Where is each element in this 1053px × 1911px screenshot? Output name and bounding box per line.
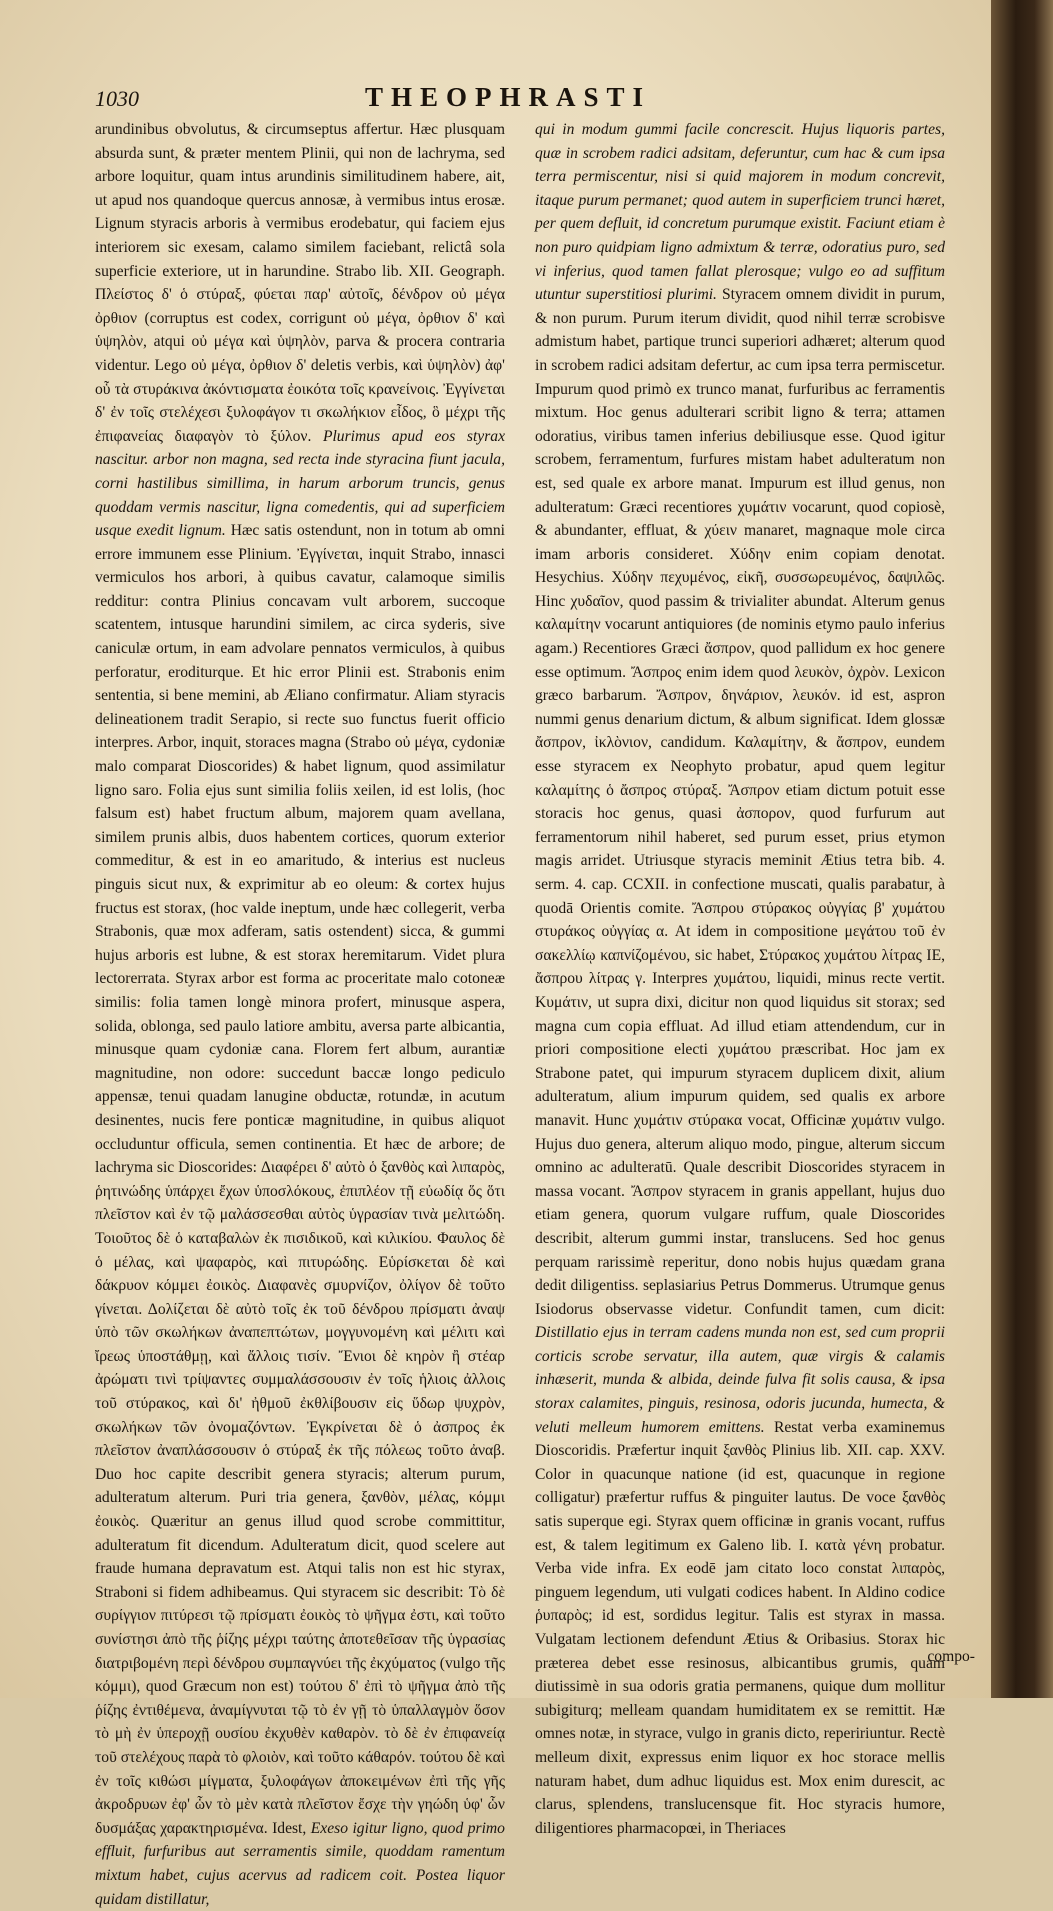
book-gutter (991, 0, 1053, 1698)
page-header (95, 80, 975, 116)
paragraph (95, 118, 505, 1911)
italic-quote: Exeso igitur ligno, quod primo effluit, furfuribus aut serramentis simile, quoddam ramentum mixtum habet, cujus acervus ad radicem coit. Postea liquor quidam distillatur, (95, 1819, 505, 1908)
text-run: Hæc satis ostendunt, non in totum ab omni errore immunem esse Plinium. Ἐγγίνεται, inquit Strabo, innasci vermiculos hos arbori, à quibus cavatur, calamoque similis redditur: contra Plinius concavam vult arborem, succoque scatentem, intusque harundini similem, ac circa syderis, sive caniculæ ortum, in eam advolare pennatos vermiculos, à quibus perforatur, eroditurque. Et hic error Plinii est. Strabonis enim sententia, si bene memini, ab Æliano confirmatur. Aliam styracis delineationem tradit Serapio, si recte suo functus fuerit officio interpres. Arbor, inquit, storaces magna (Strabo οὐ μέγα, cydoniæ malo comparat Dioscorides) & habet lignum, quod assimilatur ligno saro. Folia ejus sunt similia foliis xeilen, id est lolis, (hoc falsum est) habet fructum album, majorem quam avellana, similem prunis albis, duos habentem cortices, quorum exterior commeditur, & est in eo amaritudo, & interius est nucleus pinguis sicut nux, & exprimitur ab eo oleum: & cortex hujus fructus est storax, (hoc valde ineptum, unde hæc collegerit, verba Strabonis, quæ mox adferam, satis ostendent) sicca, & gummi hujus arboris est lubne, & est storax heremitarum. Videt plura lectorerrata. Styrax arbor est forma ac proceritate malo cotoneæ similis: folia tamen longè minora profert, minusque aspera, solida, oblonga, sed paulo latiore ambitu, aversa parte albicantia, minusque quam cydoniæ cana. Florem fert album, aurantiæ magnitudine, non odore: succedunt baccæ longo pediculo appensæ, tenui quadam lanugine obductæ, rotundæ, in acutum desinentes, nucis fere ponticæ magnitudine, in quibus aliquot occluduntur officula, semen continentia. Et hæc de arbore; de lachryma sic Dioscorides: Διαφέρει δ' αὐτὸ ὁ ξανθὸς καὶ λιπαρὸς, ῥητινώδης ὑπάρχει ἔχων ὑποσλόκους, ἐπιπλέον τῇ εὐωδίᾳ ὅς ὅτι πλεῖστον καὶ ἐν τῷ μαλάσσεσθαι αὐτὸς ὑγρασίαν τινὰ μελιτώδη. Τοιοῦτος δὲ ὁ καταβαλὼν ἐκ πισιδικοῦ, καὶ κιλικίου. Φαυλος δὲ ὁ μέλας, καὶ ψαφαρὸς, καὶ πιτυρώδης. Εὑρίσκεται δὲ καὶ δάκρυον κόμμει ἐοικὸς. Διαφανὲς σμυρνίζον, ὀλίγον δὲ τοῦτο γίνεται. Δολίζεται δὲ αὐτὸ τοῖς ἐκ τοῦ δένδρου πρίσματι ἀναψ ὑπὸ τῶν σκωλήκων ἀναπεπτώτων, μογγυνομένη καὶ μέλιτι καὶ ἴρεως ὑποστάθμῃ, καὶ ἄλλοις τισίν. Ἔνιοι δὲ κηρὸν ἢ στέαρ ἀρώματι τινὶ τρίψαντες συμμαλάσσουσιν ἐν τοῖς ἡλιοις ἀλλοις τοῦ στύρακος, καὶ δι' ἠθμοῦ ἐκθλίβουσιν εἰς ὕδωρ ψυχρὸν, σκωλήκων τῶν ὀνομαζόντων. Ἐγκρίνεται δὲ ὁ ἀσπρος ἐκ πλεῖστον ἀναπλάσσουσιν ὁ στύραξ ἐκ τῆς πόλεως τοῦτο ἀναβ. Duo hoc capite describit genera styracis; alterum purum, adulteratum alterum. Puri tria genera, ξανθὸν, μέλας, κόμμι ἐοικὸς. Quæritur an genus illud quod scrobe committitur, adulteratum fit dicendum. Adulteratum dicit, quod scelere aut fraude humana depravatum est. Atqui talis non est hic styrax, Straboni si fidem adhibeamus. Qui styracem sic describit: Τὸ δὲ συρίγγιον πιτύρεσι τῷ πρίσματι ἐοικὸς τὸ ψῆγμα ἐστι, καὶ τοῦτο συνίστησι ἀπὸ τῆς ῥίζης μέχρι ταύτης ἀποτεθεῖσαν τῆς ὑγρασίας διατριβομένη περὶ δένδρου συμπαγνύει τῆς ἐκχύματος (vulgo τῆς κόμμι), quod Græcum non est) τούτου δ' ἐπὶ τὸ ψῆγμα ἀπὸ τῆς ῥίζης ἐντιθέμενα, ἀναμίγνυται τῷ τὸ ἐν γῇ τὸ ὑπαλλαγμὸν ὅσον τὸ μὴ ἐν ὑπεροχῇ ουσίου ἐκχυθὲν καθαρὸν. τὸ δὲ ἐν ἐπιφανείᾳ τοῦ στελέχους παρὰ τὸ φλοιὸν, καὶ τοῦτο κάθαρόν. τούτου δὲ καὶ ἐν τοῖς κιθώσι μίγματα, ξυλοφάγων ἀποκειμένων ἐπὶ τῆς γῆς ἀκροδρυων ἐφ' ὧν τὸ μὲν κατὰ πλεῖστον ἔσχε τὴν γηώδη ὑφ' ὧν δυσμάξας χαρακτηρισμένα. Idest, (95, 522, 505, 1837)
running-head: THEOPHRASTI (365, 82, 652, 112)
book-page (95, 80, 975, 1908)
page-number: 1030 (95, 86, 139, 111)
text-run: Styracem omnem dividit in purum, & non purum. Purum iterum dividit, quod nihil terræ scrobisve admistum habet, partique trunci superiori adhæret; alterum quod in scrobem radici adsitam defertur, ac cum ipsa terra permiscetur. Impurum quod primò ex trunco manat, furfuribus ac ferramentis mixtum. Hoc genus adulterari scribit ligno & terra; attamen odoratius, viribus tamen inferius debiliusque esse. Quod igitur scrobem, ferramentum, furfures mistam habet adulteratum non est, sed quale ex arbore manat. Impurum est illud genus, non adulteratum: Græci recentiores χυμάτιν vocarunt, quod copiosè, & abundanter, effluat, & χύειν manaret, magnaque mole circa imam arboris consideret. Χύδην enim copiam denotat. Hesychius. Χύδην πεχυμένος, εἰκῆ, συσσωρευμένος, δαψιλῶς. Hinc χυδαῖον, quod passim & trivialiter abundat. Alterum genus καλαμίτην vocarunt antiquiores (de nominis etymo paulo inferius agam.) Recentiores Græci ἄσπρον, quod pallidum ex hoc genere esse optimum. Ἄσπρος enim idem quod λευκὸν, ὀχρὸν. Lexicon græco barbarum. Ἄσπρον, δηνάριον, λευκόν. id est, aspron nummi genus denarium dictum, & album significat. Idem glossæ ἄσπρον, ἰκλὸνιον, candidum. Καλαμίτην, & ἄσπρον, eundem esse styracem ex Neophyto probatur, apud quem legitur καλαμίτης ὁ ἄσπρος στύραξ. Ἄσπρον etiam dictum potuit esse storacis hoc genus, quasi ἀσπορον, quod furfurum aut ferramentorum nihil haberet, sed purum esset, prius etymon magis arridet. Utriusque styracis meminit Ætius tetra bib. 4. serm. 4. cap. CCXII. in confectione muscati, qualis parabatur, à quodā Orientis comite. Ἄσπρου στύρακος οὐγγίας β' χυμάτου στυράκος οὐγγίας α. At idem in compositione μεγάτου τοῦ ἐν σακελλίῳ καπνίζομένου, sic habet, Στύρακος χυμάτου λίτρας ΙΕ, ἄσπρου λίτρας γ. Interpres χυμάτου, liquidi, minus recte vertit. Κυμάτιν, ut supra dixi, dicitur non quod liquidus sit storax; sed magna cum copia effluat. Ad illud etiam attendendum, cur in priori compositione electi χυμάτου præscribat. Hoc jam ex Strabone patet, qui impurum styracem duplicem dixit, alium adulteratum, alium impurum quidem, sed qualis ex arbore manavit. Hunc χυμάτιν στύρακα vocat, Officinæ χυμάτιν vulgo. Hujus duo genera, alterum aliquo modo, pingue, alterum siccum omnino ac adulteratū. Quale describit Dioscorides styracem in massa vocant. Ἄσπρον styracem in granis appellant, hujus duo etiam genera, quorum vulgare ruffum, quale Dioscorides describit, alterum gummi instar, translucens. Sed hoc genus perquam rarissimè reperitur, dono nobis hujus quædam grana dedit diligentiss. seplasiarius Petrus Dommerus. Utrumque genus Isiodorus observasse videtur. Confundit tamen, cum dicit: (535, 286, 946, 1318)
catchword: compo- (927, 1648, 975, 1665)
text-run: arundinibus obvolutus, & circumseptus affertur. Hæc plusquam absurda sunt, & præter mentem Plinii, qui non de lachryma, sed arbore loquitur, quam intus arundinis similitudinem habere, ait, ut apud nos quandoque quercus annosæ, à vermibus intus erosæ. Lignum styracis arboris à vermibus erodebatur, qui faciem ejus interiorem sic exesam, calamo similem faciebant, relictâ sola superficie exteriore, ut in harundine. Strabo lib. XII. Geograph. Πλείστος δ' ὁ στύραξ, φύεται παρ' αὐτοῖς, δένδρον οὐ μέγα ὀρθιον (corruptus est codex, corrigunt οὐ μέγα, ὀρθιον δ' καὶ ὑψηλὸν, atqui οὐ μέγα καὶ ὑψηλὸν, parva & procera contraria videntur. Lego οὐ μέγα, ὀρθιον δ' deletis verbis, καὶ ὑψηλὸν) ἀφ' οὗ τὰ στυράκινα ἀκόντισματα ἐοικότα τοῖς κρανείνοις. Ἐγγίνεται δ' ἐν τοῖς στελέχεσι ξυλοφάγον τι σκωλήκιον εἶδος, ὃ μέχρι τῆς ἐπιφανείας διαφαγὸν τὸ ξύλον. (95, 121, 505, 445)
right-column (535, 118, 946, 1837)
italic-quote: Plurimus apud eos styrax nascitur. arbor non magna, sed recta inde styracina fiunt jacula, corni hastilibus simillima, in harum arborum truncis, genus quoddam vermis nascitur, ligna comedentis, qui ad superficiem usque exedit lignum. (95, 427, 505, 540)
italic-quote: Distillatio ejus in terram cadens munda non est, sed cum proprii corticis scrobe servatur, illa autem, quæ virgis & calamis inhæserit, munda & albida, deinde fulva fit solis causa, & ipsa storax calamites, pinguis, resinosa, odoris jucunda, humecta, & veluti melleum humorem emittens. (535, 1324, 945, 1436)
italic-quote: qui in modum gummi facile concrescit. Hujus liquoris partes, quæ in scrobem radici adsitam, deferuntur, cum hac & cum ipsa terra permiscentur, nisi si quid majorem in modum concrevit, itaque purum permanet; quod autem in superficiem trunci hæret, per quem defluit, id concretum purumque existit. Faciunt etiam è non puro quidpiam ligno admixtum & terræ, odoratius puro, sed vi inferius, quod tamen fallat plerosque; vulgo eo ad suffitum utuntur superstitiosi plurimi. (535, 121, 945, 304)
text-run: Restat verba examinemus Dioscoridis. Præfertur inquit ξανθὸς Plinius lib. XII. cap. XXV. Color in quacunque natione (id est, quacunque in regione colligatur) præfertur ruffus & pinguiter lautus. De voce ξανθὸς satis superque egi. Styrax quem officinæ in granis vocant, ruffus est, & talem legitimum ex Galeno lib. I. κατὰ γένη probatur. Verba vide infra. Ex eodē jam citato loco constat λιπαρὸς, pinguem legendum, uti vulgati codices habent. In Aldino codice ῥυπαρὸς; id est, sordidus legitur. Talis est styrax in massa. Vulgatam lectionem defendunt Ætius & Oribasius. Storax hic præterea debet esse resinosus, albicantibus grumis, quam diutissimè in sua odoris gratia permanens, quique dum mollitur subigiturq; melleam quandam humiditatem ex se remittit. Hæ omnes notæ, in styrace, vulgo in granis dicto, repeririuntur. Rectè melleum dixit, expressus enim liquor ex hoc storace mellis naturam habet, dum adhuc liquidus est. Mox enim durescit, ac clarus, splendens, translucensque fit. Hoc styracis humore, diligentiores pharmacopœi, in Theriaces (535, 1418, 945, 1837)
left-column (95, 118, 505, 1908)
paragraph (535, 118, 945, 1840)
